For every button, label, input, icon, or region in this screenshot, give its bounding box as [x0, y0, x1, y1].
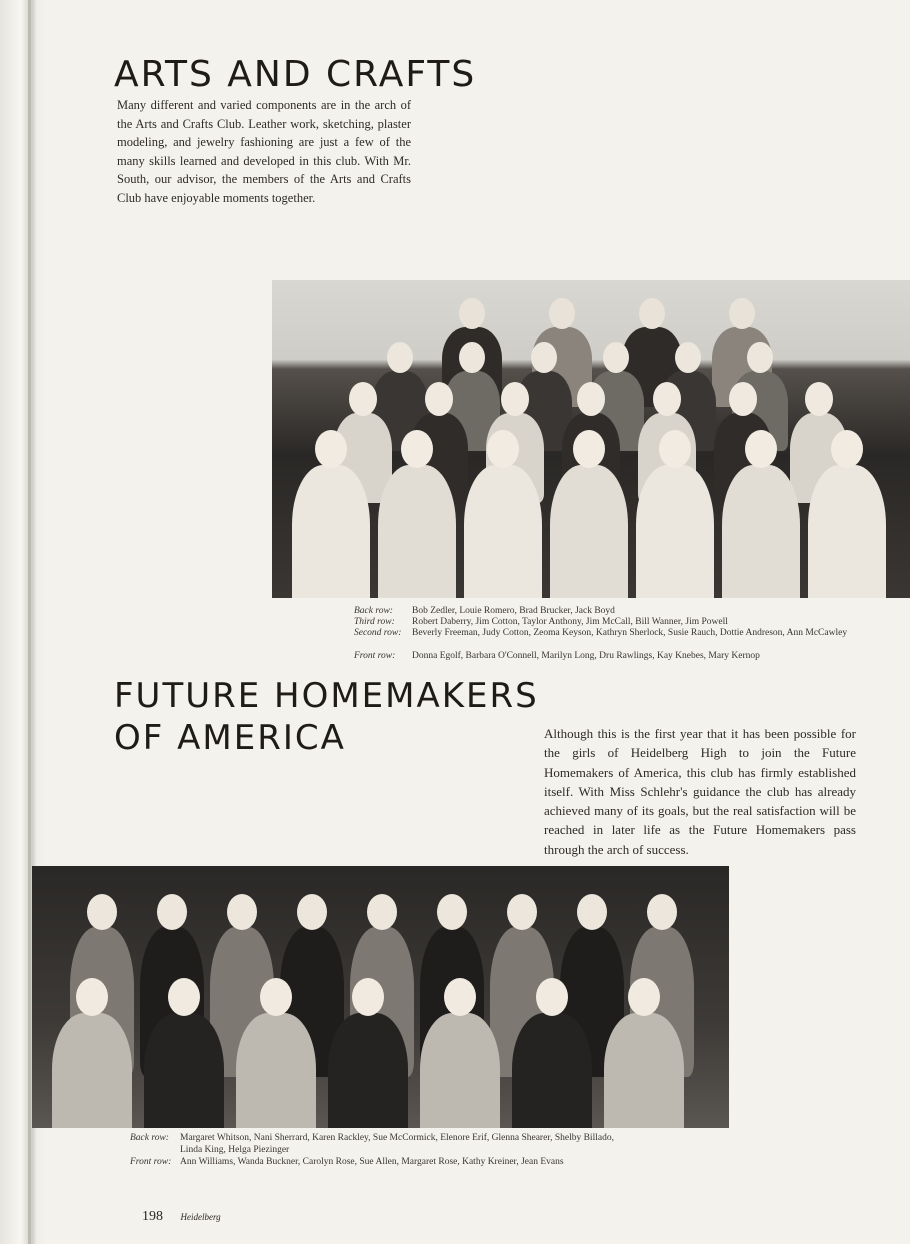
caption-row-label: Back row: — [130, 1133, 169, 1143]
caption-row-label: Third row: — [354, 617, 395, 627]
caption-row-label: Front row: — [354, 651, 396, 661]
page-footer — [142, 1209, 221, 1225]
arts-crafts-title: ARTS AND CRAFTS — [114, 54, 477, 95]
fha-group-photo — [32, 866, 729, 1128]
page-number: 198 — [142, 1209, 163, 1224]
caption-row-label: Back row: — [354, 606, 393, 616]
caption-row-names: Margaret Whitson, Nani Sherrard, Karen Rackley, Sue McCormick, Elenore Erif, Glenna Shearer, Shelby Billado, Linda King, Helga Piezinger — [180, 1133, 614, 1155]
arts-crafts-group-photo — [272, 280, 910, 598]
arts-crafts-paragraph: Many different and varied components are in the arch of the Arts and Crafts Club. Leather work, sketching, plaster modeling, and jewelry fashioning are just a few of the many skills learned and developed in this club. With Mr. South, our advisor, the members of the Arts and Crafts Club have enjoyable moments together. — [117, 98, 411, 205]
arts-crafts-caption — [354, 606, 874, 666]
fha-caption — [130, 1133, 650, 1173]
fha-paragraph: Although this is the first year that it has been possible for the girls of Heidelberg High to join the Future Homemakers of America, this club has firmly established itself. With Miss Schlehr's guidance the club has already achieved many of its goals, but the real satisfaction will be reached in later life as the Future Homemakers pass through the arch of success. — [544, 726, 856, 857]
caption-row-label: Second row: — [354, 628, 402, 638]
publication-name: Heidelberg — [180, 1212, 221, 1222]
caption-row-names: Donna Egolf, Barbara O'Connell, Marilyn Long, Dru Rawlings, Kay Knebes, Mary Kernop — [412, 651, 760, 661]
caption-row-names: Robert Daberry, Jim Cotton, Taylor Anthony, Jim McCall, Bill Wanner, Jim Powell — [412, 617, 728, 627]
caption-row-label: Front row: — [130, 1157, 172, 1167]
caption-row-names: Beverly Freeman, Judy Cotton, Zeoma Keyson, Kathryn Sherlock, Susie Rauch, Dottie Andreson, Ann McCawley — [412, 628, 848, 638]
fha-title-line2: OF AMERICA — [114, 718, 346, 758]
caption-row-names: Ann Williams, Wanda Buckner, Carolyn Rose, Sue Allen, Margaret Rose, Kathy Kreiner, Jean Evans — [180, 1157, 564, 1167]
caption-row-names: Bob Zedler, Louie Romero, Brad Brucker, Jack Boyd — [412, 606, 615, 616]
fha-title-line1: FUTURE HOMEMAKERS — [114, 676, 539, 716]
